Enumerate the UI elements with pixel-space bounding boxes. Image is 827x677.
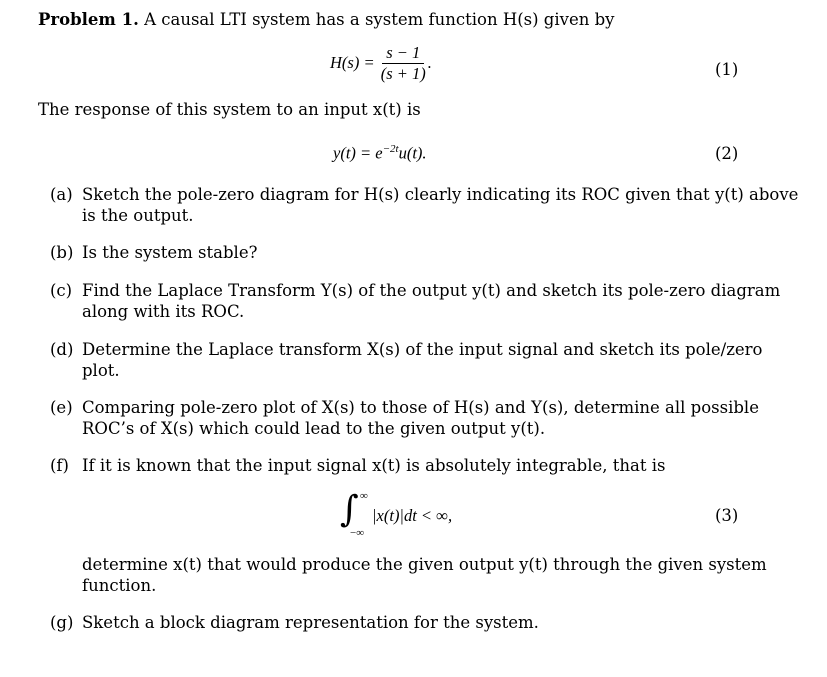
part-a-label: (a) — [50, 185, 73, 204]
eq1-tail: . — [427, 53, 432, 73]
part-f-continuation-2: function. — [82, 576, 157, 595]
eq2-lhs: y(t) = e — [333, 143, 383, 163]
part-e-line-2: ROC’s of X(s) which could lead to the given output y(t). — [82, 419, 546, 438]
part-d-line-1: Determine the Laplace transform X(s) of the input signal and sketch its pole/zero — [82, 340, 763, 359]
part-b — [50, 243, 257, 263]
part-a-line-2: is the output. — [82, 206, 194, 225]
part-d-line-2: plot. — [82, 361, 120, 380]
problem-label: Problem 1. — [38, 10, 139, 29]
part-e-label: (e) — [50, 398, 73, 417]
part-e-line-1: Comparing pole-zero plot of X(s) to those of H(s) and Y(s), determine all possible — [82, 398, 759, 417]
equation-3 — [340, 490, 540, 540]
problem-intro: A causal LTI system has a system function H(s) given by — [144, 10, 615, 29]
part-c-label: (c) — [50, 281, 73, 300]
eq1-fraction — [379, 44, 428, 85]
part-g-line-1: Sketch a block diagram representation for the system. — [82, 613, 539, 632]
part-d — [50, 340, 762, 360]
part-b-line-1: Is the system stable? — [82, 243, 258, 262]
part-d-label: (d) — [50, 340, 74, 359]
part-c — [50, 281, 780, 301]
equation-1 — [330, 44, 432, 85]
eq2-rhs: u(t). — [398, 143, 427, 163]
part-c-line-2: along with its ROC. — [82, 302, 245, 321]
equation-3-number: (3) — [715, 506, 739, 525]
part-f-line-1: If it is known that the input signal x(t) is absolutely integrable, that is — [82, 456, 666, 475]
integral-sign: ∫ — [340, 489, 359, 530]
part-g-label: (g) — [50, 613, 74, 632]
eq2-exponent: −2t — [382, 143, 399, 155]
part-c-line-1: Find the Laplace Transform Y(s) of the output y(t) and sketch its pole-zero diagram — [82, 281, 781, 300]
eq1-denominator: (s + 1) — [380, 63, 426, 83]
part-e — [50, 398, 759, 418]
response-intro: The response of this system to an input x(t) is — [38, 100, 421, 119]
part-g — [50, 613, 539, 633]
eq1-numerator: s − 1 — [382, 44, 424, 64]
equation-1-number: (1) — [715, 60, 739, 79]
part-f-continuation-1: determine x(t) that would produce the given output y(t) through the given system — [82, 555, 767, 574]
integral-integrand: |x(t)|dt < ∞, — [372, 506, 453, 525]
problem-header — [38, 10, 614, 30]
part-f — [50, 456, 665, 476]
equation-2-number: (2) — [715, 144, 739, 163]
integral-lower-limit: −∞ — [350, 527, 365, 539]
part-f-label: (f) — [50, 456, 69, 475]
part-a-line-1: Sketch the pole-zero diagram for H(s) clearly indicating its ROC given that y(t) above — [82, 185, 799, 204]
part-a — [50, 185, 798, 205]
equation-2 — [333, 143, 427, 163]
integral-upper-limit: ∞ — [360, 490, 368, 502]
part-b-label: (b) — [50, 243, 74, 262]
eq1-lhs: H(s) = — [330, 53, 375, 73]
